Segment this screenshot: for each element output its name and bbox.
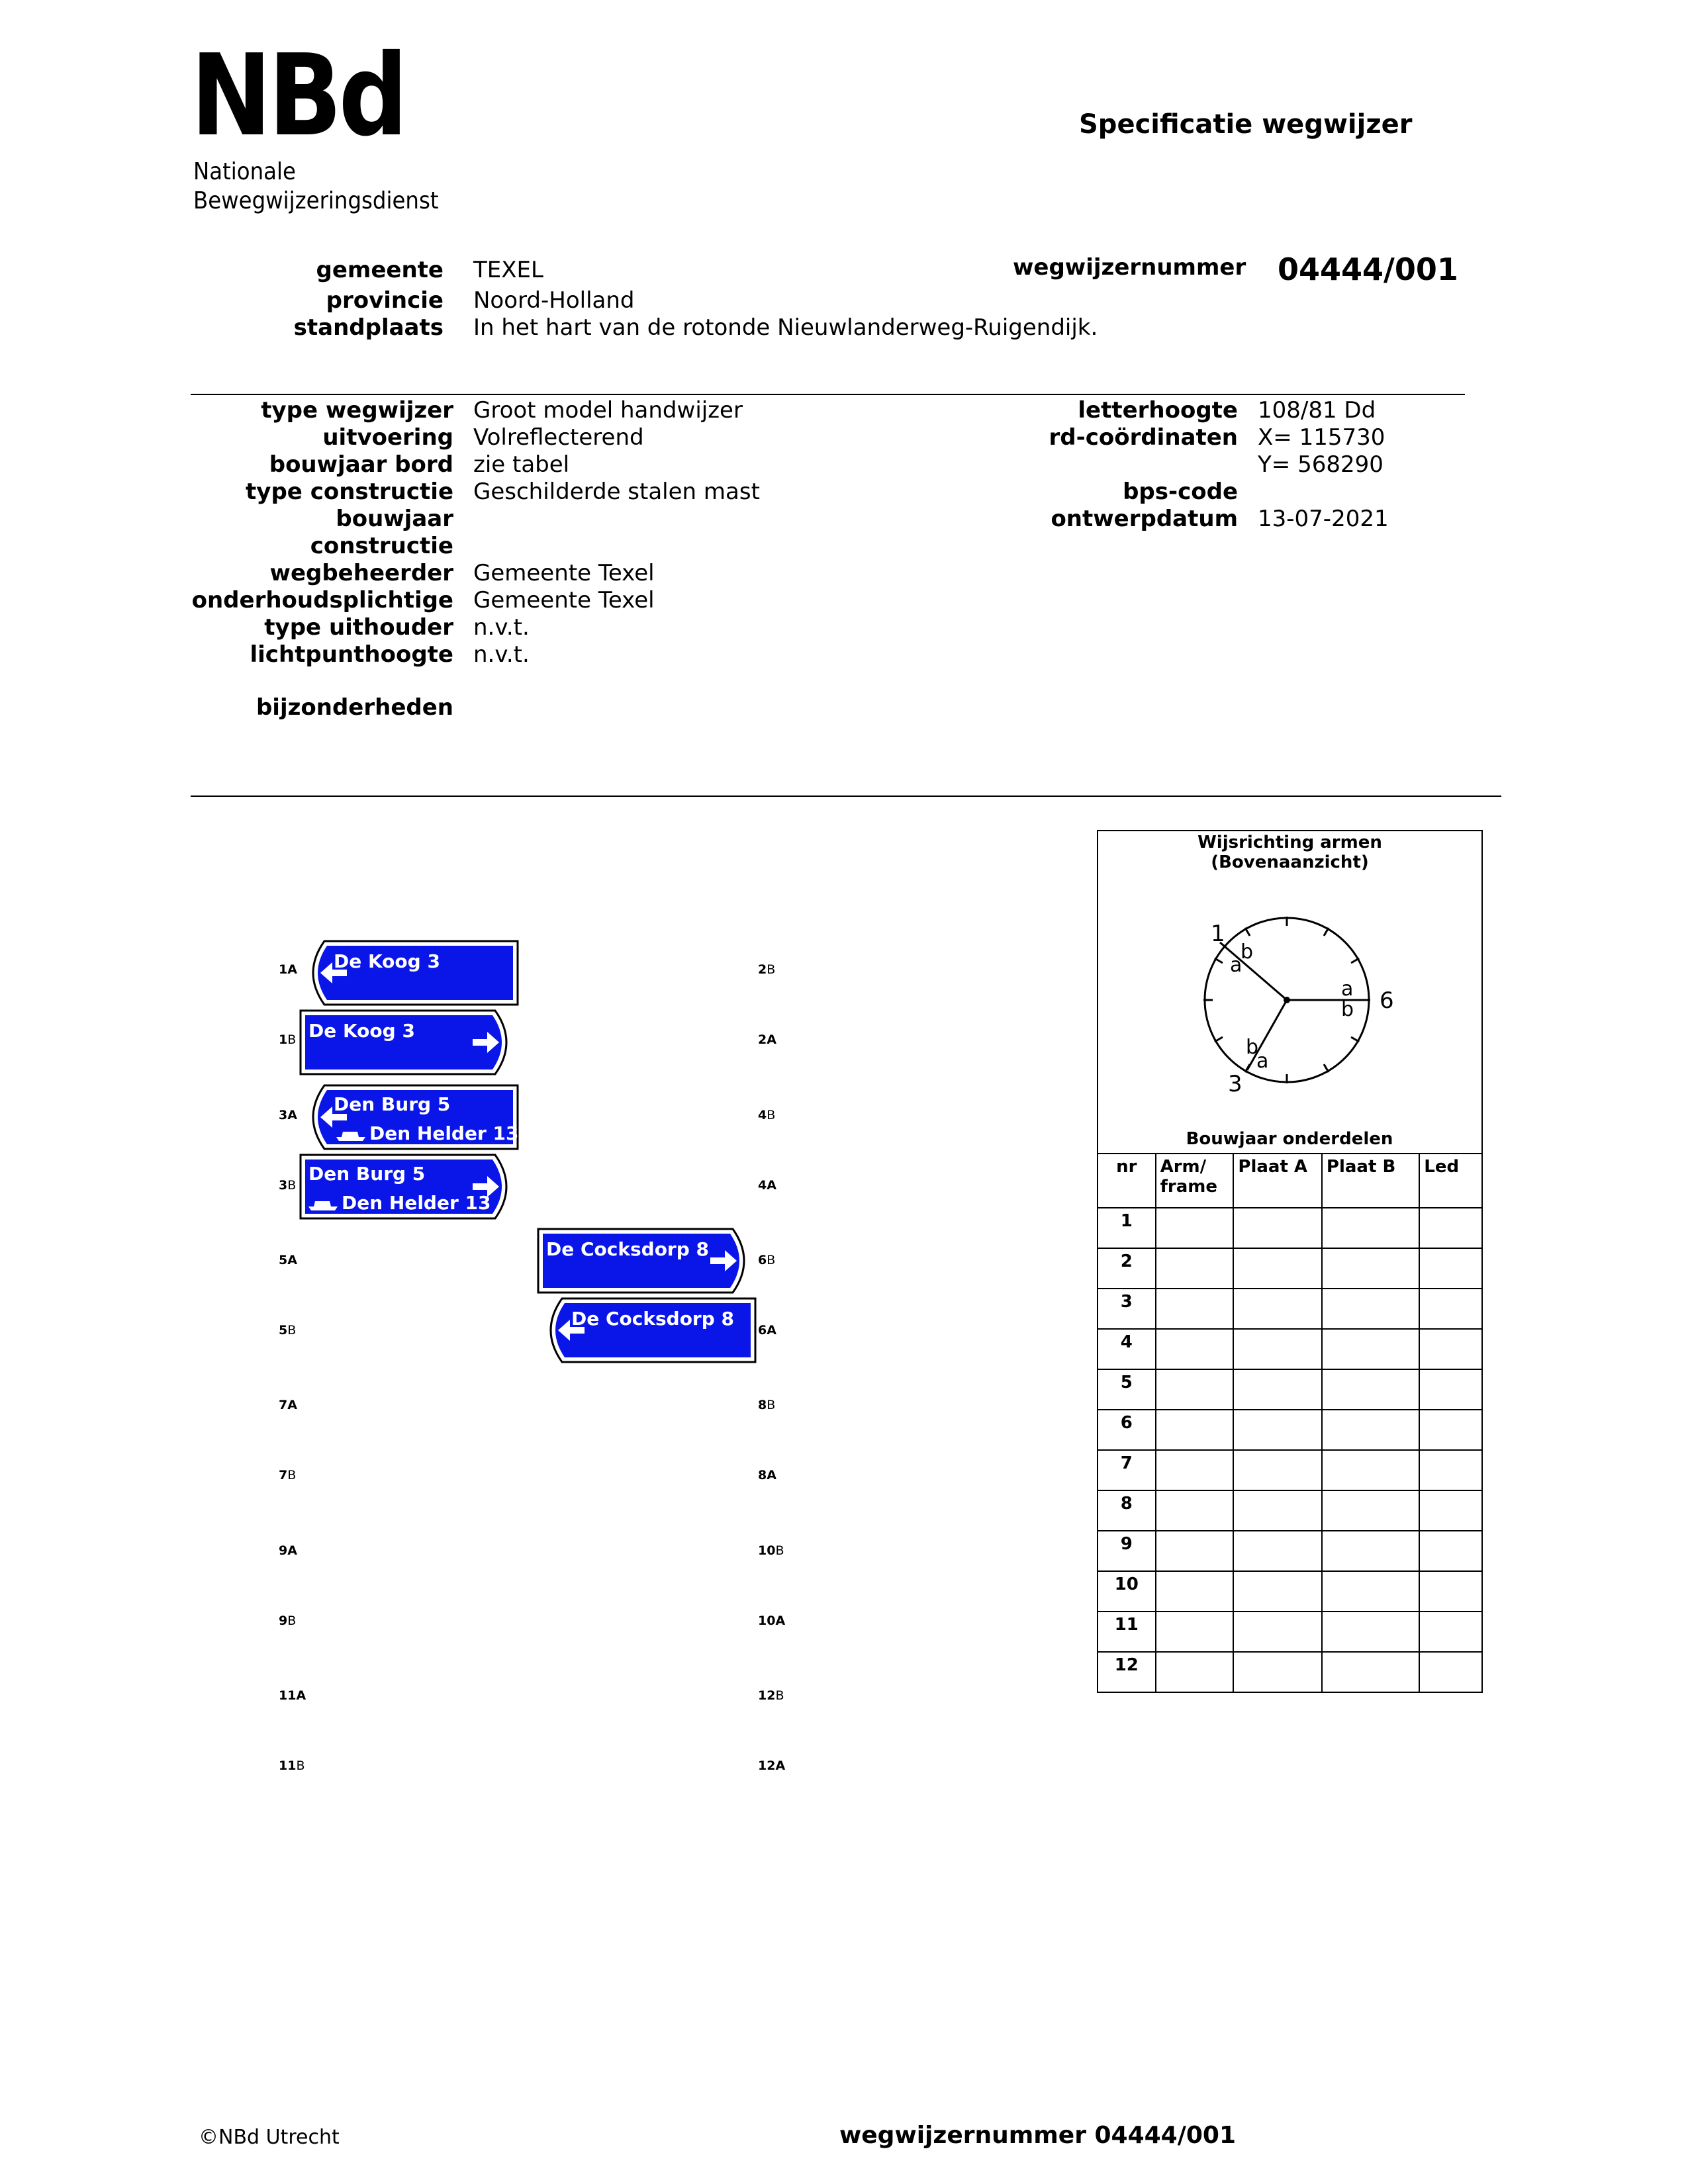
row-nr: 7 [1098,1450,1156,1490]
sign-1a-text: De Koog 3 [334,950,440,972]
standplaats-label: standplaats [293,314,444,341]
type-constructie-value: Geschilderde stalen mast [473,478,760,505]
sign-6a-text: De Cocksdorp 8 [571,1308,735,1330]
table-row [1098,1208,1482,1248]
position-label: 3A [279,1108,297,1122]
row-nr: 12 [1098,1652,1156,1692]
row-nr: 5 [1098,1369,1156,1410]
table-row [1098,1450,1482,1490]
bouwjaar-constructie-label-2: constructie [310,533,453,559]
table-row [1098,1652,1482,1692]
cell-plaat-b [1322,1410,1419,1450]
footer-copyright: ©NBd Utrecht [199,2126,340,2149]
sign-3a-line-1: Den Burg 5 [334,1093,451,1115]
cell-plaat-a [1233,1369,1322,1410]
position-label: 6A [758,1323,776,1338]
onderhoudsplichtige-value: Gemeente Texel [473,587,655,614]
cell-led [1419,1289,1482,1329]
arm-1-a: a [1230,954,1243,977]
arm-6-label: 6 [1380,987,1394,1014]
position-label: 4B [758,1108,776,1122]
cell-arm [1156,1612,1234,1652]
table-row [1098,1490,1482,1531]
bouwjaar-table [1097,1153,1483,1693]
table-row [1098,1289,1482,1329]
cell-arm [1156,1248,1234,1289]
position-label: 7B [279,1468,297,1482]
cell-plaat-b [1322,1531,1419,1571]
sign-1a [299,940,520,1007]
cell-arm [1156,1289,1234,1329]
header-led: Led [1419,1154,1482,1208]
cell-plaat-b [1322,1571,1419,1612]
cell-led [1419,1410,1482,1450]
cell-arm [1156,1571,1234,1612]
cell-led [1419,1652,1482,1692]
sign-1b [299,1009,520,1077]
position-label: 11A [279,1688,306,1703]
table-row [1098,1571,1482,1612]
position-label: 9B [279,1614,297,1628]
row-nr: 2 [1098,1248,1156,1289]
row-nr: 8 [1098,1490,1156,1531]
wegbeheerder-label: wegbeheerder [269,560,453,586]
lichtpunthoogte-value: n.v.t. [473,641,530,668]
footer-number: wegwijzernummer 04444/001 [839,2122,1237,2149]
cell-plaat-b [1322,1490,1419,1531]
cell-plaat-a [1233,1248,1322,1289]
position-label: 8A [758,1468,776,1482]
uitvoering-label: uitvoering [322,424,453,451]
direction-diagram [1097,830,1483,1152]
sign-6a [537,1297,758,1365]
cell-led [1419,1208,1482,1248]
cell-plaat-b [1322,1208,1419,1248]
cell-led [1419,1612,1482,1652]
cell-arm [1156,1490,1234,1531]
position-label: 5B [279,1323,297,1338]
row-nr: 9 [1098,1531,1156,1571]
cell-arm [1156,1208,1234,1248]
sign-1b-text: De Koog 3 [308,1020,415,1042]
nbd-logo: NBd [191,30,404,161]
wegwijzernummer-value: 04444/001 [1278,251,1458,287]
standplaats-value: In het hart van de rotonde Nieuwlanderweg-Ruigendijk. [473,314,1098,341]
cell-led [1419,1571,1482,1612]
arm-3-b: b [1246,1036,1259,1059]
position-label: 8B [758,1398,776,1412]
table-row [1098,1612,1482,1652]
bijzonderheden-label: bijzonderheden [256,694,453,721]
logo-line-2: Bewegwijzeringsdienst [193,187,439,214]
position-label: 9A [279,1543,297,1558]
cell-led [1419,1531,1482,1571]
cell-plaat-b [1322,1450,1419,1490]
bouwjaar-bord-value: zie tabel [473,451,570,478]
ontwerpdatum-label: ontwerpdatum [1051,506,1238,532]
cell-plaat-a [1233,1329,1322,1369]
direction-title: Wijsrichting armen [1197,833,1382,852]
cell-plaat-a [1233,1208,1322,1248]
header-plaat-a: Plaat A [1233,1154,1322,1208]
row-nr: 3 [1098,1289,1156,1329]
cell-plaat-a [1233,1612,1322,1652]
cell-plaat-b [1322,1652,1419,1692]
rd-coordinaten-label: rd-coördinaten [1049,424,1238,451]
wegwijzernummer-label: wegwijzernummer [1013,254,1246,281]
arm-3-label: 3 [1228,1071,1243,1097]
type-constructie-label: type constructie [246,478,453,505]
cell-plaat-b [1322,1329,1419,1369]
letterhoogte-value: 108/81 Dd [1258,397,1376,424]
gemeente-label: gemeente [316,257,444,283]
cell-plaat-a [1233,1652,1322,1692]
cell-arm [1156,1652,1234,1692]
document-title: Specificatie wegwijzer [1079,109,1413,140]
arm-1-label: 1 [1211,921,1225,947]
wegbeheerder-value: Gemeente Texel [473,560,655,586]
cell-plaat-b [1322,1289,1419,1329]
type-wegwijzer-label: type wegwijzer [261,397,453,424]
cell-plaat-a [1233,1289,1322,1329]
table-header-row [1098,1154,1482,1208]
row-nr: 1 [1098,1208,1156,1248]
arm-1-b: b [1241,940,1254,964]
bouwjaar-title: Bouwjaar onderdelen [1186,1129,1393,1149]
table-row [1098,1369,1482,1410]
cell-plaat-b [1322,1248,1419,1289]
cell-plaat-b [1322,1612,1419,1652]
position-label: 3B [279,1178,297,1193]
position-label: 12A [758,1758,786,1773]
gemeente-value: TEXEL [473,257,543,283]
header-plaat-b: Plaat B [1322,1154,1419,1208]
position-label: 6B [758,1253,776,1267]
sign-3b-line-1: Den Burg 5 [308,1163,426,1185]
cell-led [1419,1490,1482,1531]
cell-plaat-a [1233,1571,1322,1612]
provincie-value: Noord-Holland [473,287,635,314]
onderhoudsplichtige-label: onderhoudsplichtige [191,587,453,614]
sign-3a-line-2: Den Helder 13 [369,1122,519,1144]
direction-subtitle: (Bovenaanzicht) [1211,852,1369,872]
table-row [1098,1410,1482,1450]
cell-plaat-b [1322,1369,1419,1410]
cell-arm [1156,1329,1234,1369]
cell-plaat-a [1233,1490,1322,1531]
bps-code-label: bps-code [1123,478,1238,505]
position-label: 4A [758,1178,776,1193]
cell-led [1419,1450,1482,1490]
rd-y-value: Y= 568290 [1258,451,1383,478]
row-nr: 4 [1098,1329,1156,1369]
header-nr: nr [1098,1154,1156,1208]
position-label: 7A [279,1398,297,1412]
logo-line-1: Nationale [193,158,296,185]
type-wegwijzer-value: Groot model handwijzer [473,397,743,424]
type-uithouder-label: type uithouder [264,614,453,641]
table-row [1098,1531,1482,1571]
arm-3-a: a [1256,1050,1269,1073]
position-label: 1B [279,1032,297,1047]
sign-6b [537,1228,758,1295]
position-label: 1A [279,962,297,977]
letterhoogte-label: letterhoogte [1078,397,1238,424]
table-row [1098,1329,1482,1369]
arm-6-a: a [1341,978,1354,1001]
arm-6-b: b [1341,998,1354,1021]
cell-plaat-a [1233,1410,1322,1450]
sign-3b-line-2: Den Helder 13 [342,1192,491,1214]
position-label: 10B [758,1543,784,1558]
cell-arm [1156,1410,1234,1450]
cell-led [1419,1329,1482,1369]
position-label: 2A [758,1032,776,1047]
uitvoering-value: Volreflecterend [473,424,644,451]
position-label: 2B [758,962,776,977]
row-nr: 10 [1098,1571,1156,1612]
position-label: 12B [758,1688,784,1703]
cell-plaat-a [1233,1531,1322,1571]
bouwjaar-constructie-label: bouwjaar [336,506,453,532]
position-label: 11B [279,1758,305,1773]
cell-arm [1156,1531,1234,1571]
lichtpunthoogte-label: lichtpunthoogte [250,641,453,668]
position-label: 10A [758,1614,786,1628]
cell-led [1419,1369,1482,1410]
cell-arm [1156,1450,1234,1490]
divider-bottom [191,796,1501,797]
sign-3a [299,1084,520,1152]
provincie-label: provincie [326,287,444,314]
sign-3b [299,1154,520,1221]
sign-6b-text: De Cocksdorp 8 [546,1238,710,1260]
header-arm-frame: Arm/ frame [1156,1154,1234,1208]
type-uithouder-value: n.v.t. [473,614,530,641]
cell-plaat-a [1233,1450,1322,1490]
position-label: 5A [279,1253,297,1267]
cell-arm [1156,1369,1234,1410]
divider-top [191,394,1465,395]
bouwjaar-bord-label: bouwjaar bord [269,451,453,478]
row-nr: 11 [1098,1612,1156,1652]
ontwerpdatum-value: 13-07-2021 [1258,506,1389,532]
table-row [1098,1248,1482,1289]
cell-led [1419,1248,1482,1289]
row-nr: 6 [1098,1410,1156,1450]
rd-x-value: X= 115730 [1258,424,1385,451]
